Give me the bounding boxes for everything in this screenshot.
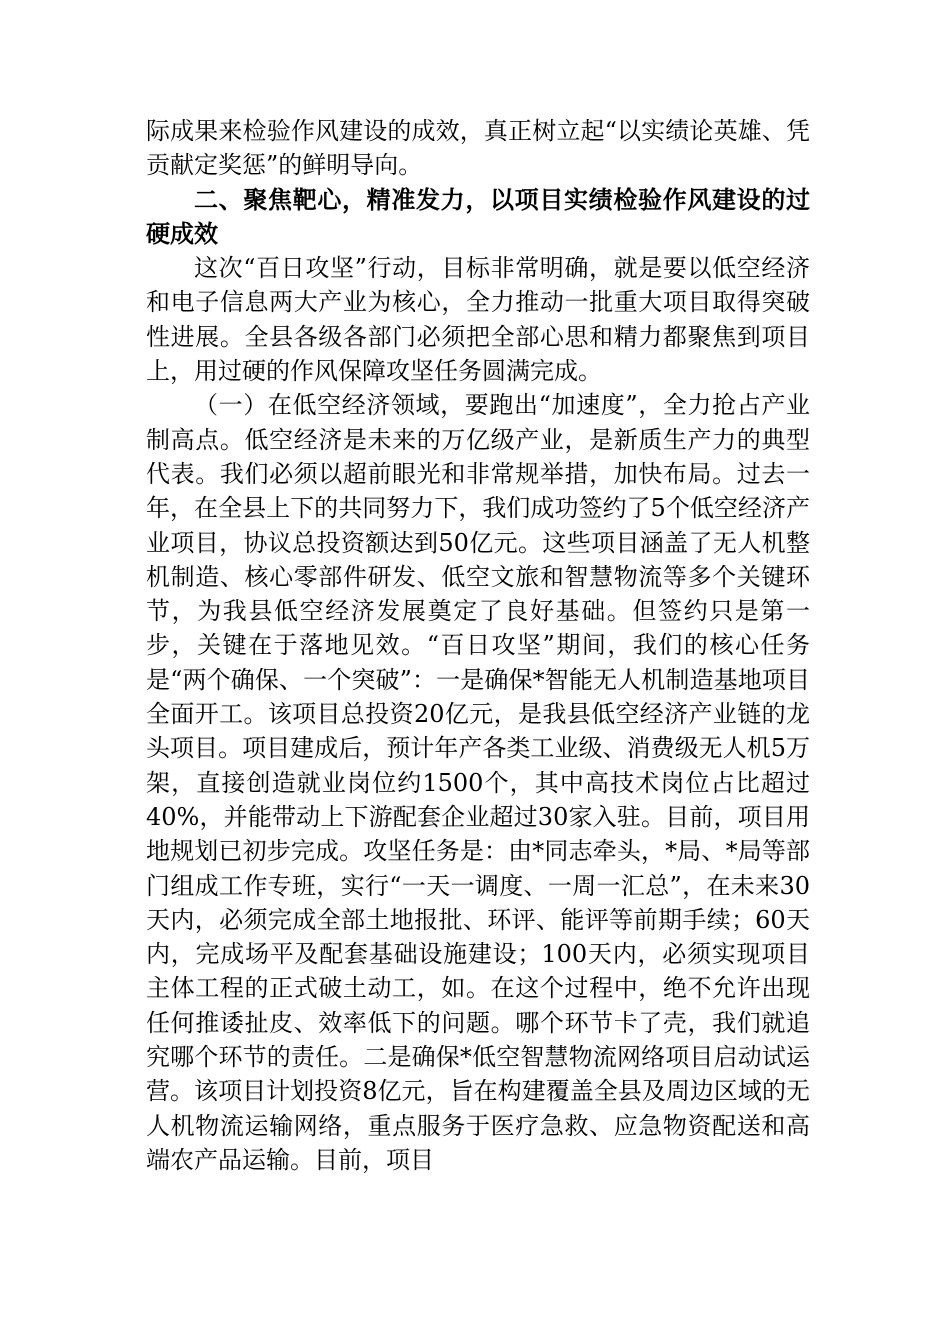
paragraph-intro: 这次“百日攻坚”行动，目标非常明确，就是要以低空经济和电子信息两大产业为核心，全力推动一批重大项目取得突破性进展。全县各级各部门必须把全部心思和精力都聚焦到项目上，用过硬的作风保障攻坚任务圆满完成。 bbox=[146, 254, 810, 386]
document-page bbox=[146, 114, 810, 1177]
section-heading: 二、聚焦靶心，精准发力，以项目实绩检验作风建设的过硬成效 bbox=[146, 184, 810, 248]
paragraph-continuation: 际成果来检验作风建设的成效，真正树立起“以实绩论英雄、凭贡献定奖惩”的鲜明导向。 bbox=[146, 117, 810, 180]
paragraph-low-altitude-economy: （一）在低空经济领域，要跑出“加速度”，全力抢占产业制高点。低空经济是未来的万亿级产业，是新质生产力的典型代表。我们必须以超前眼光和非常规举措，加快布局。过去一年，在全县上下的共同努力下，我们成功签约了5个低空经济产业项目，协议总投资额达到50亿元。这些项目涵盖了无人机整机制造、核心零部件研发、低空文旅和智慧物流等多个关键环节，为我县低空经济发展奠定了良好基础。但签约只是第一步，关键在于落地见效。“百日攻坚”期间，我们的核心任务是“两个确保、一个突破”：一是确保*智能无人机制造基地项目全面开工。该项目总投资20亿元，是我县低空经济产业链的龙头项目。项目建成后，预计年产各类工业级、消费级无人机5万架，直接创造就业岗位约1500个，其中高技术岗位占比超过40%，并能带动上下游配套企业超过30家入驻。目前，项目用地规划已初步完成。攻坚任务是：由*同志牵头，*局、*局等部门组成工作专班，实行“一天一调度、一周一汇总”，在未来30天内，必须完成全部土地报批、环评、能评等前期手续；60天内，完成场平及配套基础设施建设；100天内，必须实现项目主体工程的正式破土动工，如。在这个过程中，绝不允许出现任何推诿扯皮、效率低下的问题。哪个环节卡了壳，我们就追究哪个环节的责任。二是确保*低空智慧物流网络项目启动试运营。该项目计划投资8亿元，旨在构建覆盖全县及周边区域的无人机物流运输网络，重点服务于医疗急救、应急物资配送和高端农产品运输。目前，项目 bbox=[146, 391, 810, 1174]
